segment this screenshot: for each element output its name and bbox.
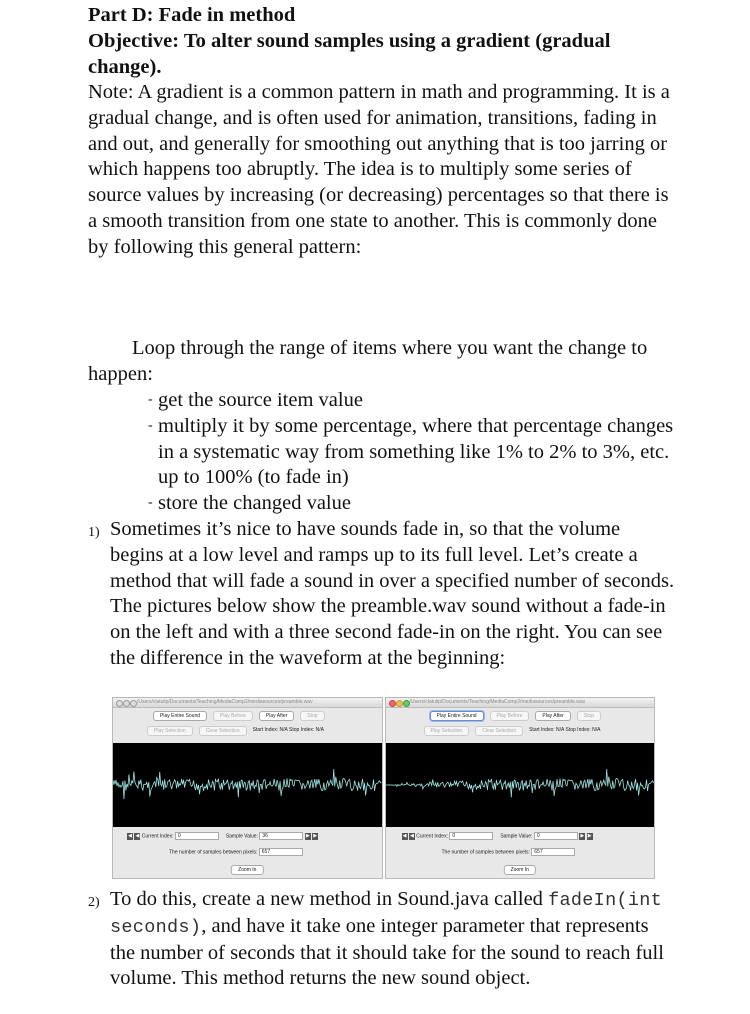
clear-selection-button[interactable]: Clear Selection	[475, 726, 523, 736]
current-index-field[interactable]: 0	[175, 832, 219, 840]
method-signature: fadeIn(int seconds)	[110, 890, 663, 938]
play-controls	[113, 711, 382, 721]
selection-controls	[386, 726, 655, 736]
play-entire-button[interactable]: Play Entire Sound	[153, 711, 207, 721]
section-title: Part D: Fade in method	[88, 4, 296, 26]
item-number: 2)	[88, 895, 100, 910]
sound-window-original	[112, 697, 383, 879]
index-info: Start Index: N/A Stop Index: N/A	[252, 727, 325, 733]
samples-between-row: The number of samples between pixels: 657	[386, 848, 655, 856]
first-sample-icon[interactable]: ◀	[128, 832, 132, 839]
samples-between-row: The number of samples between pixels: 657	[113, 848, 382, 856]
step-dash: -	[148, 392, 153, 407]
selection-controls	[113, 726, 382, 736]
waveform-display[interactable]	[113, 743, 382, 827]
play-before-button[interactable]: Play Before	[490, 711, 530, 721]
index-controls: ◀ ◀ Current Index: 0 Sample Value: 0 ▶ ▶	[402, 832, 592, 840]
index-info: Start Index: N/A Stop Index: N/A	[529, 727, 601, 733]
step-item: - store the changed value	[148, 492, 351, 515]
window-titlebar	[386, 698, 655, 708]
loop-intro: Loop through the range of items where you want the change to happen:	[88, 337, 648, 385]
close-icon[interactable]	[389, 700, 396, 707]
waveform-screenshots	[112, 697, 655, 879]
waveform-trace	[113, 769, 382, 799]
samples-between-field[interactable]: 657	[531, 848, 575, 856]
item-text: Sometimes it’s nice to have sounds fade in, so that the volume begins at a low level and ramps up to its full level. Let’s create a method that will fade a sound in over a specified number of seconds. The pictures below show the preamble.wav sound without a fade-in on the left and with a three second fade-in on the right. You can see the difference in the waveform at the beginning:	[110, 518, 675, 669]
minimize-icon[interactable]	[396, 700, 403, 707]
minimize-icon[interactable]	[123, 700, 130, 707]
play-selection-button[interactable]: Play Selection	[424, 726, 470, 736]
play-entire-button[interactable]: Play Entire Sound	[430, 711, 484, 721]
sound-window-faded	[385, 697, 656, 879]
waveform-display[interactable]	[386, 743, 655, 827]
clear-selection-button[interactable]: Clear Selection	[199, 726, 247, 736]
zoom-in-button[interactable]: Zoom In	[231, 865, 263, 875]
note-paragraph: Note: A gradient is a common pattern in math and programming. It is a gradual change, and is often used for animation, transitions, fading in and out, and generally for smoothing out anything that is too jarring or which happens too abruptly. The idea is to multiply some series of source values by increasing (or decreasing) percentages so that there is a smooth transition from one state to another. This is commonly done by following this general pattern:	[88, 81, 670, 258]
section-objective: Objective: To alter sound samples using a gradient (gradual change).	[88, 30, 611, 78]
window-title: /Users/clatulip/Documents/Teaching/MediaComp2/mediasources/preamble.wav	[409, 699, 586, 705]
waveform-graph	[386, 743, 655, 827]
play-before-button[interactable]: Play Before	[213, 711, 253, 721]
step-dash: -	[148, 417, 153, 433]
stop-button[interactable]: Stop	[300, 711, 324, 721]
previous-sample-icon[interactable]: ◀	[409, 832, 414, 839]
numbered-item-2: 2) To do this, create a new method in Sound.java called fadeIn(int seconds), and have it take one integer parameter that represents the number of seconds that it should take for the sound to reach full volume. This method returns the new sound object.	[88, 888, 664, 990]
sample-value-field[interactable]: 0	[534, 832, 578, 840]
waveform-trace	[386, 769, 655, 797]
sample-value-field[interactable]: 36	[259, 832, 303, 840]
zoom-icon[interactable]	[403, 700, 410, 707]
step-item: - multiply it by some percentage, where that percentage changes in a systematic way from something like 1% to 2% to 3%, etc. up to 100% (to fade in)	[148, 414, 674, 489]
waveform-graph	[113, 743, 382, 827]
zoom-in-button[interactable]: Zoom In	[504, 865, 536, 875]
play-after-button[interactable]: Play After	[259, 711, 294, 721]
zoom-icon[interactable]	[130, 700, 137, 707]
previous-sample-icon[interactable]: ◀	[135, 832, 140, 839]
last-sample-icon[interactable]: ▶	[587, 832, 592, 839]
next-sample-icon[interactable]: ▶	[580, 832, 585, 839]
play-after-button[interactable]: Play After	[535, 711, 570, 721]
stop-button[interactable]: Stop	[577, 711, 601, 721]
last-sample-icon[interactable]: ▶	[313, 832, 318, 839]
step-item: - get the source item value	[148, 389, 363, 411]
item-number: 1)	[88, 525, 100, 540]
window-titlebar	[113, 698, 382, 708]
play-selection-button[interactable]: Play Selection	[147, 726, 193, 736]
window-title: /Users/clatulip/Documents/Teaching/MediaComp2/mediasources/preamble.wav	[137, 699, 313, 705]
step-list	[88, 388, 678, 517]
close-icon[interactable]	[116, 700, 123, 707]
first-sample-icon[interactable]: ◀	[402, 832, 407, 839]
next-sample-icon[interactable]: ▶	[305, 832, 310, 839]
current-index-field[interactable]: 0	[449, 832, 493, 840]
play-controls	[386, 711, 655, 721]
step-dash: -	[148, 495, 153, 511]
samples-between-field[interactable]: 657	[259, 848, 303, 856]
index-controls: ◀ ◀ Current Index: 0 Sample Value: 36 ▶ ▶	[128, 832, 318, 840]
numbered-item-1	[88, 517, 678, 672]
